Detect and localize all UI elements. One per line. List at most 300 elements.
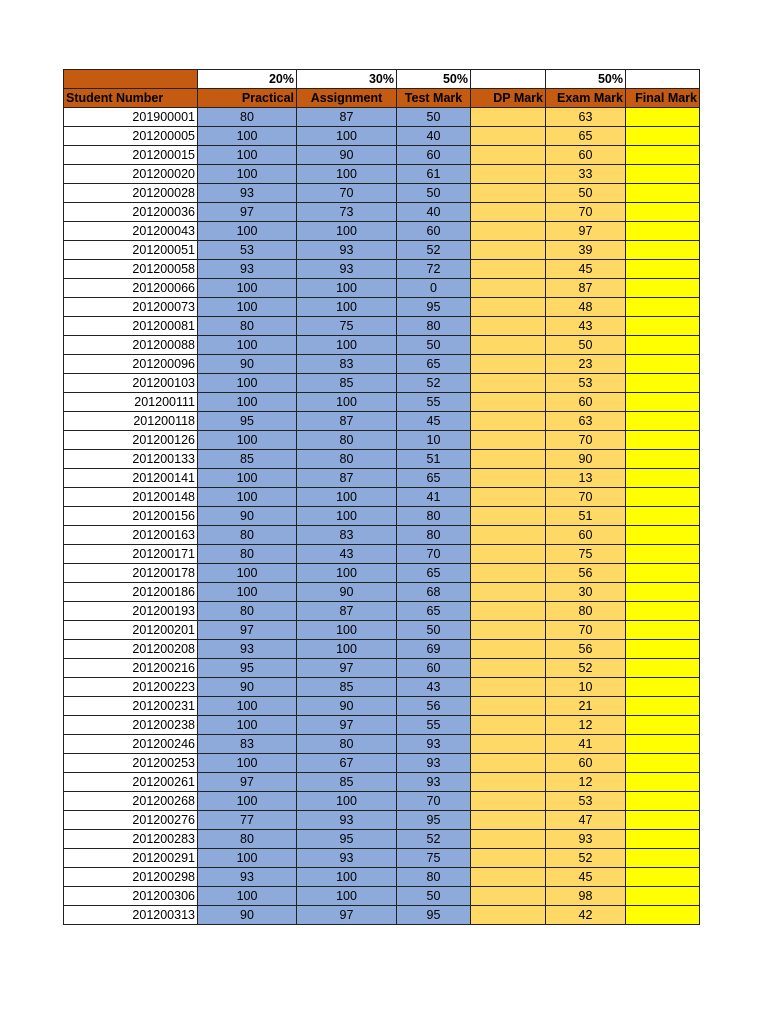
practical-cell[interactable]: 100	[198, 146, 297, 165]
practical-cell[interactable]: 90	[198, 678, 297, 697]
test-mark-cell[interactable]: 50	[397, 336, 471, 355]
practical-cell[interactable]: 80	[198, 602, 297, 621]
test-mark-cell[interactable]: 52	[397, 374, 471, 393]
dp-mark-cell[interactable]	[471, 336, 546, 355]
practical-cell[interactable]: 100	[198, 431, 297, 450]
assignment-cell[interactable]: 87	[297, 108, 397, 127]
student-number-cell[interactable]: 201200216	[64, 659, 198, 678]
student-number-cell[interactable]: 201200291	[64, 849, 198, 868]
final-mark-cell[interactable]	[626, 146, 700, 165]
dp-mark-cell[interactable]	[471, 431, 546, 450]
dp-mark-cell[interactable]	[471, 412, 546, 431]
assignment-cell[interactable]: 83	[297, 355, 397, 374]
exam-mark-cell[interactable]: 60	[546, 146, 626, 165]
final-mark-cell[interactable]	[626, 773, 700, 792]
student-number-cell[interactable]: 201200141	[64, 469, 198, 488]
assignment-cell[interactable]: 67	[297, 754, 397, 773]
test-mark-cell[interactable]: 40	[397, 203, 471, 222]
dp-mark-cell[interactable]	[471, 602, 546, 621]
student-number-cell[interactable]: 201200148	[64, 488, 198, 507]
final-mark-cell[interactable]	[626, 640, 700, 659]
student-number-cell[interactable]: 201200043	[64, 222, 198, 241]
test-mark-cell[interactable]: 55	[397, 393, 471, 412]
exam-mark-cell[interactable]: 10	[546, 678, 626, 697]
test-mark-cell[interactable]: 80	[397, 526, 471, 545]
dp-mark-cell[interactable]	[471, 146, 546, 165]
assignment-cell[interactable]: 73	[297, 203, 397, 222]
student-number-cell[interactable]: 201200201	[64, 621, 198, 640]
exam-mark-cell[interactable]: 50	[546, 336, 626, 355]
student-number-cell[interactable]: 201200313	[64, 906, 198, 925]
final-mark-cell[interactable]	[626, 830, 700, 849]
assignment-cell[interactable]: 85	[297, 374, 397, 393]
student-number-cell[interactable]: 201200005	[64, 127, 198, 146]
assignment-weight[interactable]: 30%	[297, 70, 397, 89]
assignment-cell[interactable]: 100	[297, 564, 397, 583]
dp-mark-cell[interactable]	[471, 108, 546, 127]
final-mark-cell[interactable]	[626, 127, 700, 146]
final-mark-cell[interactable]	[626, 887, 700, 906]
final-mark-cell[interactable]	[626, 507, 700, 526]
dp-mark-cell[interactable]	[471, 564, 546, 583]
student-number-cell[interactable]: 201200306	[64, 887, 198, 906]
practical-cell[interactable]: 83	[198, 735, 297, 754]
student-number-cell[interactable]: 201200096	[64, 355, 198, 374]
student-number-cell[interactable]: 201200283	[64, 830, 198, 849]
header-final-mark[interactable]: Final Mark	[626, 89, 700, 108]
practical-cell[interactable]: 90	[198, 906, 297, 925]
exam-mark-cell[interactable]: 45	[546, 868, 626, 887]
practical-cell[interactable]: 100	[198, 393, 297, 412]
assignment-cell[interactable]: 100	[297, 621, 397, 640]
test-mark-cell[interactable]: 60	[397, 659, 471, 678]
dp-mark-cell[interactable]	[471, 222, 546, 241]
assignment-cell[interactable]: 93	[297, 260, 397, 279]
exam-mark-cell[interactable]: 60	[546, 754, 626, 773]
practical-weight[interactable]: 20%	[198, 70, 297, 89]
dp-mark-cell[interactable]	[471, 735, 546, 754]
practical-cell[interactable]: 100	[198, 127, 297, 146]
dp-mark-cell[interactable]	[471, 621, 546, 640]
student-number-cell[interactable]: 201200178	[64, 564, 198, 583]
assignment-cell[interactable]: 90	[297, 583, 397, 602]
assignment-cell[interactable]: 97	[297, 906, 397, 925]
exam-mark-cell[interactable]: 70	[546, 203, 626, 222]
test-mark-cell[interactable]: 50	[397, 108, 471, 127]
test-mark-cell[interactable]: 93	[397, 754, 471, 773]
practical-cell[interactable]: 80	[198, 830, 297, 849]
test-mark-cell[interactable]: 52	[397, 830, 471, 849]
final-mark-cell[interactable]	[626, 602, 700, 621]
exam-mark-cell[interactable]: 23	[546, 355, 626, 374]
practical-cell[interactable]: 97	[198, 621, 297, 640]
exam-mark-cell[interactable]: 52	[546, 659, 626, 678]
assignment-cell[interactable]: 100	[297, 640, 397, 659]
exam-mark-cell[interactable]: 65	[546, 127, 626, 146]
student-number-cell[interactable]: 201200020	[64, 165, 198, 184]
final-mark-cell[interactable]	[626, 811, 700, 830]
student-number-cell[interactable]: 201200103	[64, 374, 198, 393]
assignment-cell[interactable]: 95	[297, 830, 397, 849]
final-mark-cell[interactable]	[626, 203, 700, 222]
final-mark-cell[interactable]	[626, 317, 700, 336]
exam-mark-cell[interactable]: 70	[546, 621, 626, 640]
final-mark-cell[interactable]	[626, 659, 700, 678]
test-mark-cell[interactable]: 69	[397, 640, 471, 659]
dp-mark-cell[interactable]	[471, 697, 546, 716]
test-mark-cell[interactable]: 41	[397, 488, 471, 507]
dp-mark-cell[interactable]	[471, 260, 546, 279]
assignment-cell[interactable]: 100	[297, 222, 397, 241]
exam-mark-cell[interactable]: 47	[546, 811, 626, 830]
student-number-cell[interactable]: 201200193	[64, 602, 198, 621]
student-number-cell[interactable]: 201200066	[64, 279, 198, 298]
final-mark-cell[interactable]	[626, 906, 700, 925]
exam-mark-cell[interactable]: 63	[546, 108, 626, 127]
test-mark-cell[interactable]: 72	[397, 260, 471, 279]
header-dp-mark[interactable]: DP Mark	[471, 89, 546, 108]
exam-mark-cell[interactable]: 53	[546, 374, 626, 393]
final-mark-cell[interactable]	[626, 678, 700, 697]
assignment-cell[interactable]: 100	[297, 868, 397, 887]
exam-weight[interactable]: 50%	[546, 70, 626, 89]
student-number-cell[interactable]: 201200156	[64, 507, 198, 526]
test-mark-cell[interactable]: 65	[397, 564, 471, 583]
final-mark-cell[interactable]	[626, 754, 700, 773]
student-number-cell[interactable]: 201200051	[64, 241, 198, 260]
practical-cell[interactable]: 80	[198, 545, 297, 564]
test-mark-cell[interactable]: 0	[397, 279, 471, 298]
final-mark-cell[interactable]	[626, 450, 700, 469]
test-mark-cell[interactable]: 95	[397, 906, 471, 925]
exam-mark-cell[interactable]: 98	[546, 887, 626, 906]
assignment-cell[interactable]: 80	[297, 450, 397, 469]
student-number-cell[interactable]: 201200058	[64, 260, 198, 279]
student-number-cell[interactable]: 201200036	[64, 203, 198, 222]
practical-cell[interactable]: 100	[198, 792, 297, 811]
final-mark-cell[interactable]	[626, 260, 700, 279]
dp-mark-cell[interactable]	[471, 298, 546, 317]
assignment-cell[interactable]: 100	[297, 165, 397, 184]
final-mark-cell[interactable]	[626, 412, 700, 431]
student-number-cell[interactable]: 201200298	[64, 868, 198, 887]
student-number-cell[interactable]: 201200073	[64, 298, 198, 317]
student-number-cell[interactable]: 201200118	[64, 412, 198, 431]
dp-mark-cell[interactable]	[471, 887, 546, 906]
exam-mark-cell[interactable]: 63	[546, 412, 626, 431]
dp-mark-cell[interactable]	[471, 811, 546, 830]
exam-mark-cell[interactable]: 60	[546, 393, 626, 412]
assignment-cell[interactable]: 43	[297, 545, 397, 564]
final-mark-cell[interactable]	[626, 298, 700, 317]
test-mark-cell[interactable]: 10	[397, 431, 471, 450]
practical-cell[interactable]: 100	[198, 374, 297, 393]
final-mark-cell[interactable]	[626, 184, 700, 203]
assignment-cell[interactable]: 100	[297, 336, 397, 355]
test-mark-cell[interactable]: 70	[397, 545, 471, 564]
student-number-cell[interactable]: 201200208	[64, 640, 198, 659]
practical-cell[interactable]: 100	[198, 754, 297, 773]
final-mark-cell[interactable]	[626, 564, 700, 583]
assignment-cell[interactable]: 100	[297, 298, 397, 317]
final-mark-cell[interactable]	[626, 355, 700, 374]
assignment-cell[interactable]: 100	[297, 507, 397, 526]
practical-cell[interactable]: 95	[198, 659, 297, 678]
exam-mark-cell[interactable]: 60	[546, 526, 626, 545]
dp-mark-cell[interactable]	[471, 792, 546, 811]
dp-mark-cell[interactable]	[471, 450, 546, 469]
dp-mark-cell[interactable]	[471, 203, 546, 222]
assignment-cell[interactable]: 85	[297, 773, 397, 792]
final-mark-cell[interactable]	[626, 469, 700, 488]
assignment-cell[interactable]: 85	[297, 678, 397, 697]
practical-cell[interactable]: 100	[198, 165, 297, 184]
test-mark-cell[interactable]: 65	[397, 602, 471, 621]
exam-mark-cell[interactable]: 80	[546, 602, 626, 621]
student-number-cell[interactable]: 201200223	[64, 678, 198, 697]
test-mark-cell[interactable]: 61	[397, 165, 471, 184]
test-mark-cell[interactable]: 75	[397, 849, 471, 868]
final-mark-cell[interactable]	[626, 697, 700, 716]
student-number-cell[interactable]: 201200126	[64, 431, 198, 450]
practical-cell[interactable]: 90	[198, 355, 297, 374]
exam-mark-cell[interactable]: 56	[546, 564, 626, 583]
exam-mark-cell[interactable]: 42	[546, 906, 626, 925]
exam-mark-cell[interactable]: 21	[546, 697, 626, 716]
student-number-cell[interactable]: 201200276	[64, 811, 198, 830]
dp-mark-cell[interactable]	[471, 545, 546, 564]
practical-cell[interactable]: 93	[198, 640, 297, 659]
student-number-cell[interactable]: 201200268	[64, 792, 198, 811]
exam-mark-cell[interactable]: 87	[546, 279, 626, 298]
exam-mark-cell[interactable]: 43	[546, 317, 626, 336]
practical-cell[interactable]: 100	[198, 488, 297, 507]
test-mark-cell[interactable]: 80	[397, 317, 471, 336]
test-mark-cell[interactable]: 80	[397, 868, 471, 887]
header-student-number[interactable]: Student Number	[64, 89, 198, 108]
dp-mark-cell[interactable]	[471, 241, 546, 260]
final-mark-cell[interactable]	[626, 336, 700, 355]
student-number-cell[interactable]: 201200163	[64, 526, 198, 545]
test-weight[interactable]: 50%	[397, 70, 471, 89]
dp-mark-cell[interactable]	[471, 754, 546, 773]
student-number-cell[interactable]: 201200171	[64, 545, 198, 564]
assignment-cell[interactable]: 70	[297, 184, 397, 203]
practical-cell[interactable]: 100	[198, 222, 297, 241]
practical-cell[interactable]: 85	[198, 450, 297, 469]
assignment-cell[interactable]: 100	[297, 279, 397, 298]
test-mark-cell[interactable]: 50	[397, 887, 471, 906]
practical-cell[interactable]: 93	[198, 260, 297, 279]
student-number-cell[interactable]: 201200028	[64, 184, 198, 203]
assignment-cell[interactable]: 75	[297, 317, 397, 336]
test-mark-cell[interactable]: 56	[397, 697, 471, 716]
practical-cell[interactable]: 90	[198, 507, 297, 526]
assignment-cell[interactable]: 93	[297, 811, 397, 830]
student-number-cell[interactable]: 201200186	[64, 583, 198, 602]
dp-mark-cell[interactable]	[471, 678, 546, 697]
final-mark-cell[interactable]	[626, 165, 700, 184]
assignment-cell[interactable]: 93	[297, 241, 397, 260]
dp-mark-cell[interactable]	[471, 526, 546, 545]
assignment-cell[interactable]: 80	[297, 431, 397, 450]
student-number-cell[interactable]: 201200015	[64, 146, 198, 165]
final-mark-cell[interactable]	[626, 279, 700, 298]
dp-mark-cell[interactable]	[471, 184, 546, 203]
assignment-cell[interactable]: 100	[297, 887, 397, 906]
exam-mark-cell[interactable]: 90	[546, 450, 626, 469]
dp-mark-cell[interactable]	[471, 355, 546, 374]
assignment-cell[interactable]: 97	[297, 659, 397, 678]
practical-cell[interactable]: 77	[198, 811, 297, 830]
exam-mark-cell[interactable]: 75	[546, 545, 626, 564]
final-mark-cell[interactable]	[626, 735, 700, 754]
assignment-cell[interactable]: 87	[297, 602, 397, 621]
dp-mark-cell[interactable]	[471, 469, 546, 488]
exam-mark-cell[interactable]: 30	[546, 583, 626, 602]
practical-cell[interactable]: 100	[198, 849, 297, 868]
test-mark-cell[interactable]: 95	[397, 811, 471, 830]
final-mark-cell[interactable]	[626, 621, 700, 640]
final-mark-cell[interactable]	[626, 526, 700, 545]
dp-mark-cell[interactable]	[471, 773, 546, 792]
test-mark-cell[interactable]: 55	[397, 716, 471, 735]
assignment-cell[interactable]: 100	[297, 393, 397, 412]
header-exam-mark[interactable]: Exam Mark	[546, 89, 626, 108]
dp-mark-cell[interactable]	[471, 716, 546, 735]
final-mark-cell[interactable]	[626, 108, 700, 127]
dp-mark-cell[interactable]	[471, 583, 546, 602]
exam-mark-cell[interactable]: 13	[546, 469, 626, 488]
final-mark-cell[interactable]	[626, 716, 700, 735]
test-mark-cell[interactable]: 68	[397, 583, 471, 602]
dp-weight-empty[interactable]	[471, 70, 546, 89]
dp-mark-cell[interactable]	[471, 279, 546, 298]
exam-mark-cell[interactable]: 50	[546, 184, 626, 203]
final-mark-cell[interactable]	[626, 374, 700, 393]
header-test-mark[interactable]: Test Mark	[397, 89, 471, 108]
practical-cell[interactable]: 97	[198, 203, 297, 222]
student-number-cell[interactable]: 201200133	[64, 450, 198, 469]
test-mark-cell[interactable]: 65	[397, 355, 471, 374]
dp-mark-cell[interactable]	[471, 659, 546, 678]
practical-cell[interactable]: 100	[198, 279, 297, 298]
exam-mark-cell[interactable]: 53	[546, 792, 626, 811]
assignment-cell[interactable]: 93	[297, 849, 397, 868]
dp-mark-cell[interactable]	[471, 830, 546, 849]
final-weight-empty[interactable]	[626, 70, 700, 89]
header-practical[interactable]: Practical	[198, 89, 297, 108]
practical-cell[interactable]: 93	[198, 868, 297, 887]
practical-cell[interactable]: 95	[198, 412, 297, 431]
practical-cell[interactable]: 100	[198, 564, 297, 583]
final-mark-cell[interactable]	[626, 431, 700, 450]
test-mark-cell[interactable]: 51	[397, 450, 471, 469]
practical-cell[interactable]: 80	[198, 526, 297, 545]
assignment-cell[interactable]: 100	[297, 792, 397, 811]
dp-mark-cell[interactable]	[471, 906, 546, 925]
test-mark-cell[interactable]: 70	[397, 792, 471, 811]
dp-mark-cell[interactable]	[471, 317, 546, 336]
dp-mark-cell[interactable]	[471, 393, 546, 412]
practical-cell[interactable]: 100	[198, 336, 297, 355]
dp-mark-cell[interactable]	[471, 488, 546, 507]
exam-mark-cell[interactable]: 39	[546, 241, 626, 260]
student-number-cell[interactable]: 201200238	[64, 716, 198, 735]
student-number-cell[interactable]: 201200261	[64, 773, 198, 792]
final-mark-cell[interactable]	[626, 792, 700, 811]
exam-mark-cell[interactable]: 70	[546, 488, 626, 507]
test-mark-cell[interactable]: 52	[397, 241, 471, 260]
final-mark-cell[interactable]	[626, 849, 700, 868]
test-mark-cell[interactable]: 95	[397, 298, 471, 317]
exam-mark-cell[interactable]: 70	[546, 431, 626, 450]
final-mark-cell[interactable]	[626, 241, 700, 260]
student-number-cell[interactable]: 201200088	[64, 336, 198, 355]
practical-cell[interactable]: 100	[198, 583, 297, 602]
test-mark-cell[interactable]: 93	[397, 773, 471, 792]
exam-mark-cell[interactable]: 45	[546, 260, 626, 279]
student-number-cell[interactable]: 201200253	[64, 754, 198, 773]
exam-mark-cell[interactable]: 41	[546, 735, 626, 754]
dp-mark-cell[interactable]	[471, 849, 546, 868]
test-mark-cell[interactable]: 50	[397, 621, 471, 640]
practical-cell[interactable]: 97	[198, 773, 297, 792]
exam-mark-cell[interactable]: 33	[546, 165, 626, 184]
test-mark-cell[interactable]: 93	[397, 735, 471, 754]
dp-mark-cell[interactable]	[471, 507, 546, 526]
practical-cell[interactable]: 100	[198, 298, 297, 317]
header-corner-cell[interactable]	[64, 70, 198, 89]
practical-cell[interactable]: 93	[198, 184, 297, 203]
final-mark-cell[interactable]	[626, 393, 700, 412]
exam-mark-cell[interactable]: 12	[546, 716, 626, 735]
practical-cell[interactable]: 100	[198, 887, 297, 906]
assignment-cell[interactable]: 100	[297, 488, 397, 507]
student-number-cell[interactable]: 201200246	[64, 735, 198, 754]
final-mark-cell[interactable]	[626, 222, 700, 241]
assignment-cell[interactable]: 87	[297, 469, 397, 488]
test-mark-cell[interactable]: 45	[397, 412, 471, 431]
test-mark-cell[interactable]: 43	[397, 678, 471, 697]
assignment-cell[interactable]: 83	[297, 526, 397, 545]
assignment-cell[interactable]: 87	[297, 412, 397, 431]
dp-mark-cell[interactable]	[471, 374, 546, 393]
practical-cell[interactable]: 100	[198, 469, 297, 488]
exam-mark-cell[interactable]: 93	[546, 830, 626, 849]
exam-mark-cell[interactable]: 56	[546, 640, 626, 659]
test-mark-cell[interactable]: 50	[397, 184, 471, 203]
assignment-cell[interactable]: 90	[297, 697, 397, 716]
practical-cell[interactable]: 53	[198, 241, 297, 260]
dp-mark-cell[interactable]	[471, 165, 546, 184]
assignment-cell[interactable]: 80	[297, 735, 397, 754]
assignment-cell[interactable]: 97	[297, 716, 397, 735]
test-mark-cell[interactable]: 40	[397, 127, 471, 146]
practical-cell[interactable]: 80	[198, 317, 297, 336]
dp-mark-cell[interactable]	[471, 127, 546, 146]
exam-mark-cell[interactable]: 12	[546, 773, 626, 792]
student-number-cell[interactable]: 201200111	[64, 393, 198, 412]
final-mark-cell[interactable]	[626, 583, 700, 602]
dp-mark-cell[interactable]	[471, 868, 546, 887]
test-mark-cell[interactable]: 60	[397, 222, 471, 241]
practical-cell[interactable]: 80	[198, 108, 297, 127]
exam-mark-cell[interactable]: 52	[546, 849, 626, 868]
student-number-cell[interactable]: 201200081	[64, 317, 198, 336]
test-mark-cell[interactable]: 60	[397, 146, 471, 165]
final-mark-cell[interactable]	[626, 868, 700, 887]
